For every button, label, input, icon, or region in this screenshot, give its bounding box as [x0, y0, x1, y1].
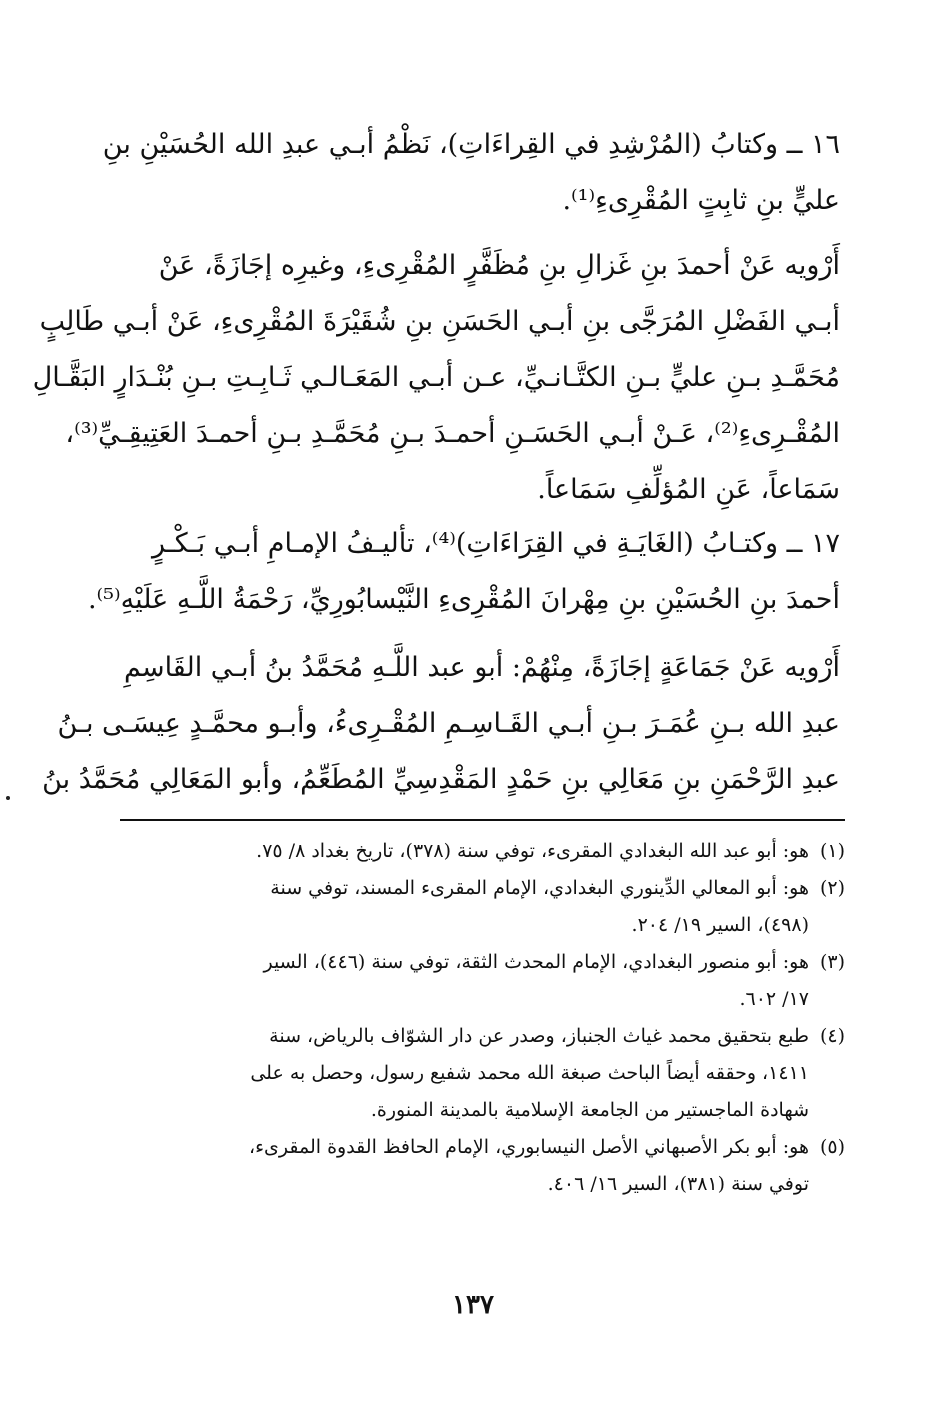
text-line: المُقْـرِىءِ⁽²⁾، عَـنْ أبـي الحَسَـنِ أحمـدَ بـنِ مُحَمَّـدِ بـنِ أحمـدَ العَتِيقِـيِّ⁽³⁾،	[65, 418, 840, 449]
footnote-text: هو: أبو المعالي الدِّينوري البغدادي، الإمام المقرىء المسند، توفي سنة	[270, 877, 809, 899]
footnote-text: ١٧/ ٦٠٢.	[739, 988, 809, 1010]
footnote-item	[120, 870, 845, 944]
footnote-text: هو: أبو منصور البغدادي، الإمام المحدث الثقة، توفي سنة (٤٤٦)، السير	[263, 951, 809, 973]
footnote-text: (٤٩٨)، السير ١٩/ ٢٠٤.	[631, 914, 809, 936]
footnote-number: (٢)	[819, 877, 845, 899]
margin-mark	[6, 796, 10, 800]
footnote-number: (٥)	[819, 1136, 845, 1158]
footnote-list	[120, 833, 845, 1203]
footnote-divider	[120, 819, 845, 821]
text-line: أَرْويه عَنْ جَمَاعَةٍ إجَازَةً، مِنْهُمْ: أبو عبد اللَّـهِ مُحَمَّدُ بنُ أبـي القَاسِمِ	[123, 652, 840, 683]
footnote-text: هو: أبو بكر الأصبهاني الأصل النيسابوري، الإمام الحافظ القدوة المقرىء،	[248, 1136, 809, 1158]
paragraph-item-17	[87, 516, 840, 628]
footnote-text: هو: أبو عبد الله البغدادي المقرىء، توفي سنة (٣٧٨)، تاريخ بغداد ٨/ ٧٥.	[256, 840, 809, 862]
paragraph-item-16-chain	[32, 238, 840, 518]
footnote-number: (٣)	[819, 951, 845, 973]
text-line: أَرْويه عَنْ أحمدَ بنِ غَزالِ بنِ مُظَفَّرٍ المُقْرِىءِ، وغيرِه إجَازَةً، عَنْ	[158, 250, 840, 281]
text-line: سَمَاعاً، عَنِ المُؤلِّفِ سَمَاعاً.	[537, 474, 840, 505]
paragraph-item-17-chain	[42, 640, 840, 808]
paragraph-item-16	[102, 117, 840, 229]
text-line: ١٧ ــ وكتـابُ (الغَايَـةِ في القِرَاءَاتِ)⁽⁴⁾، تأليـفُ الإمـامِ أبـي بَـكْـرٍ	[151, 528, 840, 559]
text-line: عليٍّ بنِ ثابِتٍ المُقْرِىءِ⁽¹⁾.	[562, 185, 840, 216]
footnote-text: ١٤١١، وحققه أيضاً الباحث صبغة الله محمد شفيع رسول، وحصل به على	[250, 1062, 809, 1084]
footnote-item	[120, 833, 845, 870]
footnote-text: شهادة الماجستير من الجامعة الإسلامية بالمدينة المنورة.	[370, 1099, 809, 1121]
footnote-text: طبع بتحقيق محمد غياث الجنباز، وصدر عن دار الشوّاف بالرياض، سنة	[269, 1025, 809, 1047]
footnote-item	[120, 1018, 845, 1129]
footnote-item	[120, 1129, 845, 1203]
footnote-number: (٤)	[819, 1025, 845, 1047]
text-line: عبدِ الرَّحْمَنِ بنِ مَعَالِي بنِ حَمْدٍ المَقْدِسِيِّ المُطَعِّمُ، وأبو المَعَالِي مُحَمَّدُ بنُ	[42, 764, 840, 795]
footnote-number: (١)	[819, 840, 845, 862]
text-line: أبـي الفَضْلِ المُرَجَّى بنِ أبـي الحَسَنِ بنِ شُقَيْرَةَ المُقْرِىءِ، عَنْ أبـي طَالِبٍ	[39, 306, 840, 337]
text-line: مُحَمَّـدِ بـنِ عليٍّ بـنِ الكتَّـانـيِّ، عـن أبـي المَعَـالـي ثَـابِـتِ بـنِ بُنْـدَارٍ البَقَّـالِ	[32, 362, 840, 393]
text-line: ١٦ ــ وكتابُ (المُرْشِدِ في القِراءَاتِ)، نَظْمُ أبـي عبدِ الله الحُسَيْنِ بنِ	[102, 129, 840, 160]
text-line: أحمدَ بنِ الحُسَيْنِ بنِ مِهْرانَ المُقْرِىءِ النَّيْسابُورِيِّ، رَحْمَةُ اللَّـهِ عَلَيْهِ⁽⁵⁾.	[87, 584, 840, 615]
footnote-text: توفي سنة (٣٨١)، السير ١٦/ ٤٠٦.	[547, 1173, 809, 1195]
footnote-item	[120, 944, 845, 1018]
page-number: ١٣٧	[452, 1290, 494, 1320]
text-line: عبدِ الله بـنِ عُمَـرَ بـنِ أبـي القَـاسِـمِ المُقْـرِىءُ، وأبـو محمَّـدٍ عِيسَـى بـنُ	[57, 708, 840, 739]
